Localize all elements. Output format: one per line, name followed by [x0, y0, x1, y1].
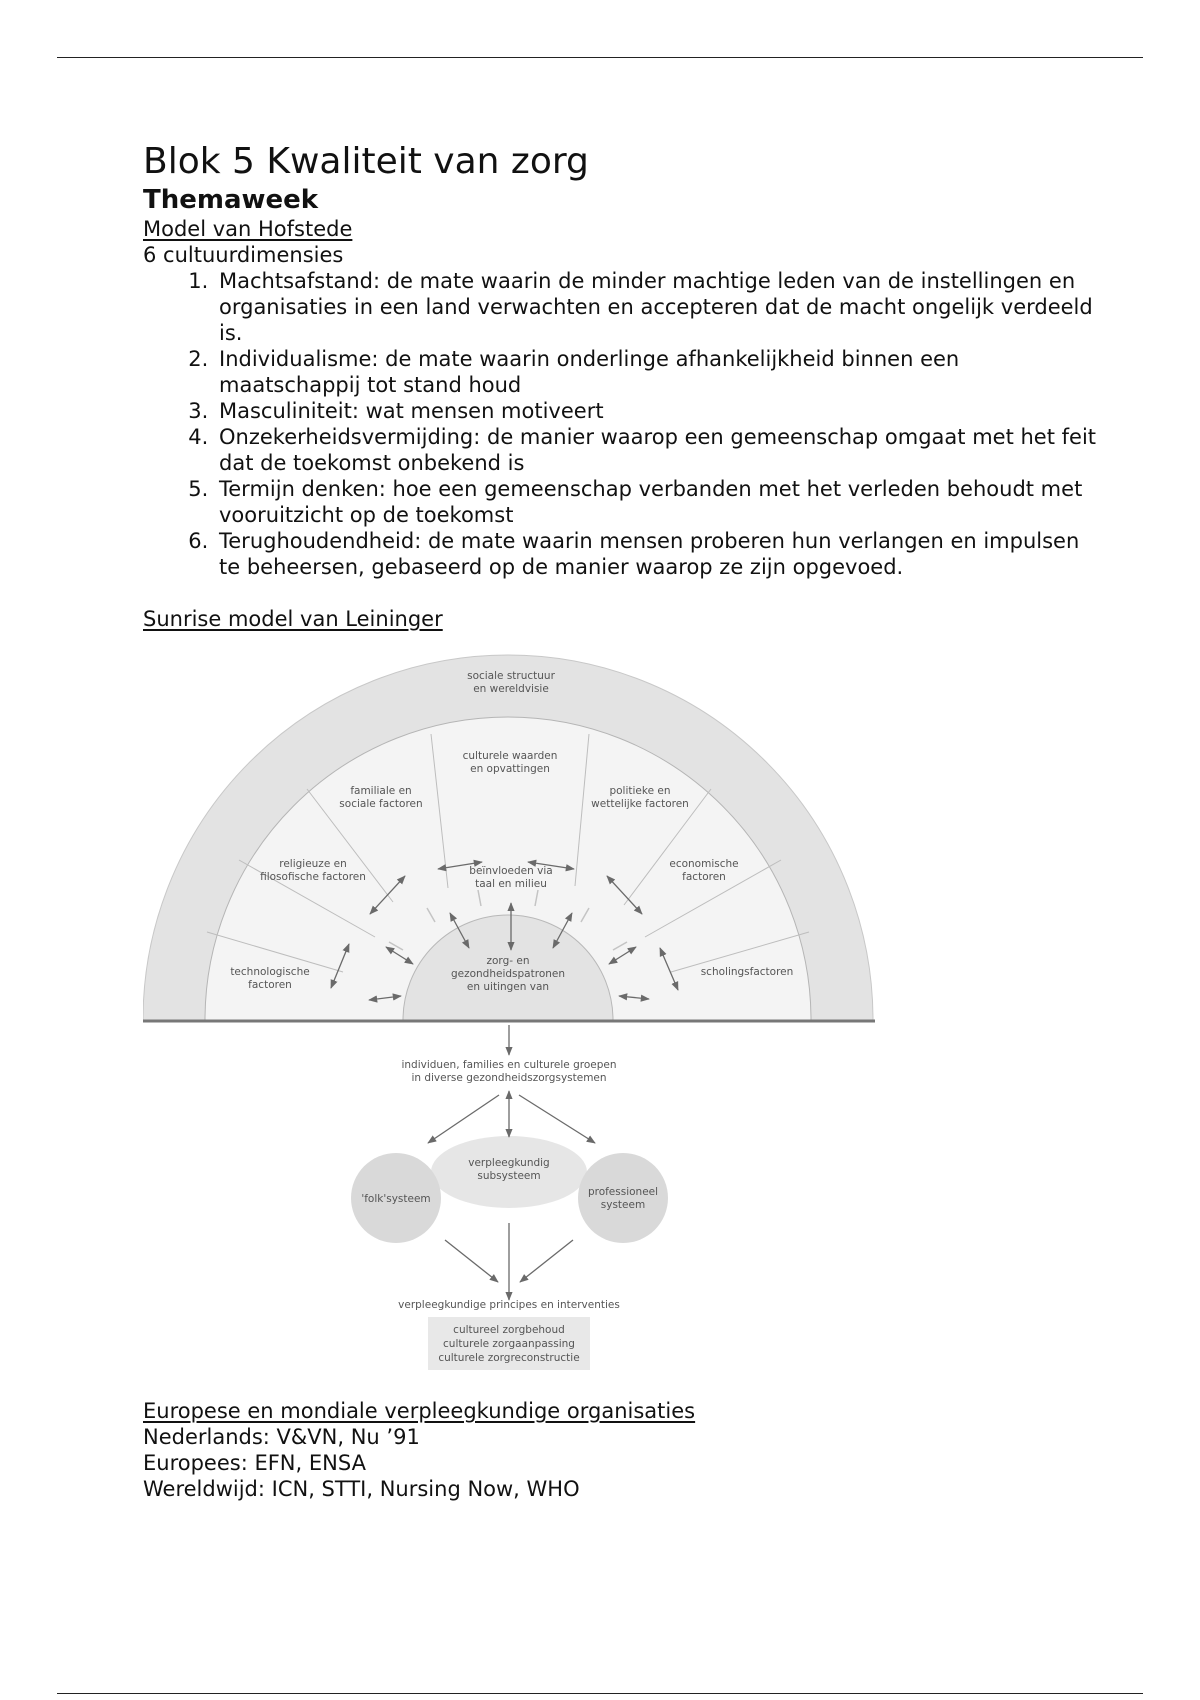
sunrise-model-diagram — [143, 650, 883, 1375]
organisations-line: Wereldwijd: ICN, STTI, Nursing Now, WHO — [143, 1477, 580, 1501]
svg-text:subsysteem: subsysteem — [477, 1170, 541, 1182]
svg-text:verpleegkundig: verpleegkundig — [468, 1157, 550, 1169]
hofstede-intro: 6 cultuurdimensies — [143, 243, 344, 267]
bottom-rule — [57, 1693, 1143, 1694]
top-rule — [57, 57, 1143, 58]
interventions-labels — [438, 1324, 579, 1364]
svg-text:in diverse gezondheidszorgsyst: in diverse gezondheidszorgsystemen — [411, 1072, 607, 1084]
segment-label: factoren — [682, 871, 726, 883]
svg-text:'folk'systeem: 'folk'systeem — [361, 1193, 431, 1205]
svg-text:cultureel zorgbehoud: cultureel zorgbehoud — [453, 1324, 565, 1336]
sunrise-svg — [143, 650, 883, 1375]
influence-label: beïnvloeden via — [469, 865, 553, 877]
outer-label: en wereldvisie — [473, 683, 549, 695]
segment-label: factoren — [248, 979, 292, 991]
document-title: Blok 5 Kwaliteit van zorg — [143, 141, 589, 182]
list-item: 3. Masculiniteit: wat mensen motiveert — [215, 398, 1103, 424]
groups-label — [401, 1059, 616, 1084]
sunrise-heading: Sunrise model van Leininger — [143, 607, 443, 631]
core-label: gezondheidspatronen — [450, 968, 566, 980]
segment-label: sociale factoren — [339, 798, 423, 810]
segment-label: wettelijke factoren — [591, 798, 689, 810]
segment-label: religieuze en — [279, 858, 347, 870]
segment-label: culturele waarden — [462, 750, 558, 762]
segment-label: scholingsfactoren — [700, 966, 794, 978]
professional-system — [578, 1153, 668, 1243]
list-item: 5. Termijn denken: hoe een gemeenschap verbanden met het verleden behoudt met vooruitzicht op de toekomst — [215, 476, 1103, 528]
organisations-line: Europees: EFN, ENSA — [143, 1451, 366, 1475]
influence-label: taal en milieu — [475, 878, 547, 890]
svg-text:professioneel: professioneel — [587, 1186, 659, 1198]
core-label: zorg- en — [486, 955, 530, 967]
svg-text:systeem: systeem — [600, 1199, 646, 1211]
outer-label: sociale structuur — [467, 670, 555, 682]
segment-label: familiale en — [350, 785, 412, 797]
organisations-heading: Europese en mondiale verpleegkundige organisaties — [143, 1399, 696, 1423]
segment-label: politieke en — [609, 785, 671, 797]
segment-label: economische — [669, 858, 739, 870]
principles-label: verpleegkundige principes en interventies — [398, 1299, 620, 1311]
document-body — [143, 140, 1103, 632]
document-subtitle: Themaweek — [143, 185, 319, 215]
list-item: 2. Individualisme: de mate waarin onderlinge afhankelijkheid binnen een maatschappij tot stand houd — [215, 346, 1103, 398]
hofstede-heading: Model van Hofstede — [143, 217, 353, 241]
segment-label: en opvattingen — [470, 763, 550, 775]
core-label: en uitingen van — [466, 981, 550, 993]
dimension-list — [143, 268, 1103, 580]
organisations-section — [143, 1398, 695, 1502]
list-item: 4. Onzekerheidsvermijding: de manier waarop een gemeenschap omgaat met het feit dat de toekomst onbekend is — [215, 424, 1103, 476]
svg-text:individuen, families en cultur: individuen, families en culturele groepen — [401, 1059, 617, 1071]
segment-label: technologische — [230, 966, 310, 978]
segment-label: filosofische factoren — [260, 871, 366, 883]
organisations-line: Nederlands: V&VN, Nu ’91 — [143, 1425, 420, 1449]
list-item: 1. Machtsafstand: de mate waarin de minder machtige leden van de instellingen en organisaties in een land verwachten en accepteren dat de macht ongelijk verdeeld is. — [215, 268, 1103, 346]
svg-text:culturele zorgaanpassing: culturele zorgaanpassing — [443, 1338, 575, 1350]
list-item: 6. Terughoudendheid: de mate waarin mensen proberen hun verlangen en impulsen te beheersen, gebaseerd op de manier waarop ze zijn opgevoed. — [215, 528, 1103, 580]
svg-text:culturele zorgreconstructie: culturele zorgreconstructie — [438, 1352, 580, 1364]
